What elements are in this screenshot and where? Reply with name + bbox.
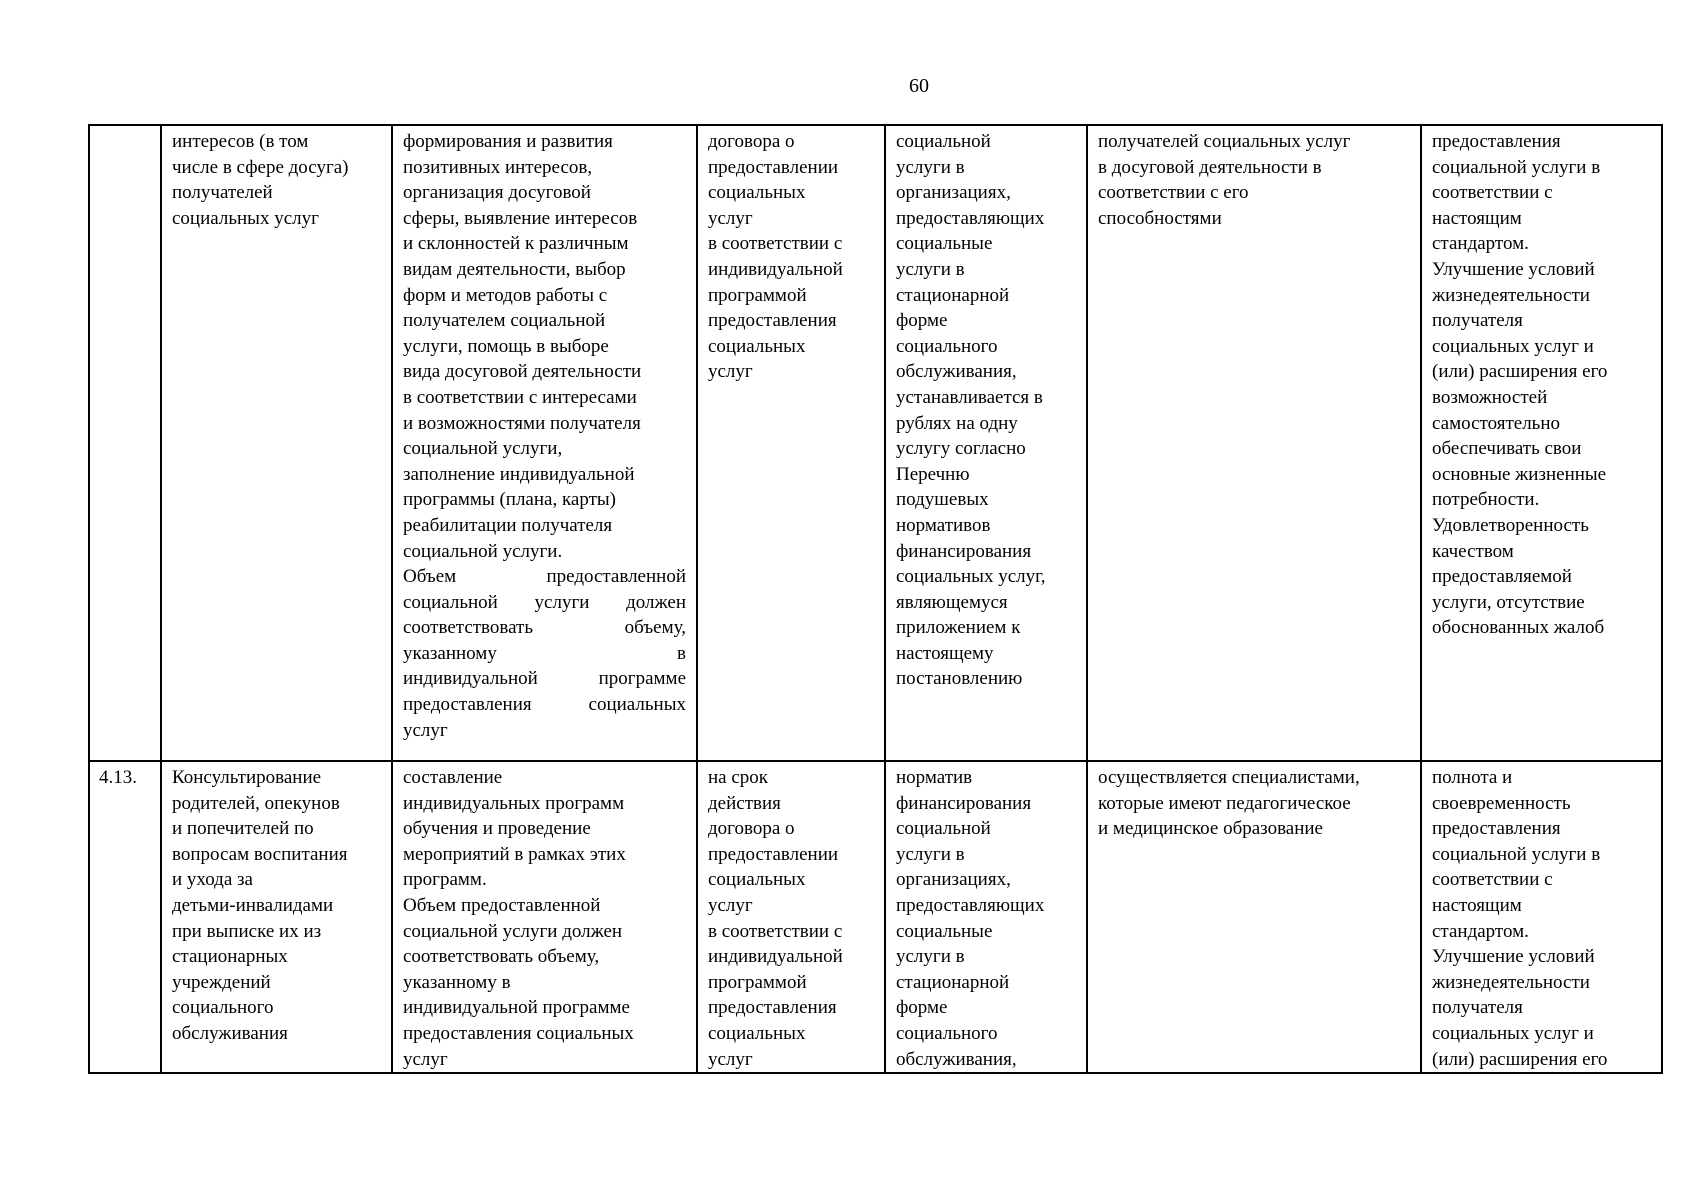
volume-line: соответствовать объему, bbox=[403, 617, 686, 639]
service-indicators-cell: предоставления социальной услуги в соответствии с настоящим стандартом. Улучшение условий жизнедеятельности получателя социальных услуг и (или) расширения его возможностей самостоятельно обеспечивать свои основные жизненные потребности. Удовлетворенность качеством предоставляемой услуги, отсутствие обоснованных жалоб bbox=[1421, 125, 1662, 761]
table-row bbox=[89, 761, 1662, 1073]
service-indicators-cell: полнота и своевременность предоставления социальной услуги в соответствии с настоящим стандартом. Улучшение условий жизнедеятельности получателя социальных услуг и (или) расширения его bbox=[1421, 761, 1662, 1073]
service-cost-cell: норматив финансирования социальной услуги в организациях, предоставляющих социальные услуги в стационарной форме социального обслуживания, bbox=[885, 761, 1087, 1073]
volume-line: Объем предоставленной bbox=[403, 566, 686, 588]
row-number-cell: 4.13. bbox=[89, 761, 161, 1073]
service-name-cell: интересов (в том числе в сфере досуга) получателей социальных услуг bbox=[161, 125, 392, 761]
volume-line: услуг bbox=[403, 719, 448, 741]
service-term-cell: на срок действия договора о предоставлении социальных услуг в соответствии с индивидуальной программой предоставления социальных услуг bbox=[697, 761, 885, 1073]
service-volume-text bbox=[403, 564, 686, 743]
row-number-cell bbox=[89, 125, 161, 761]
service-conditions-cell: получателей социальных услуг в досуговой деятельности в соответствии с его способностями bbox=[1087, 125, 1421, 761]
service-term-cell: договора о предоставлении социальных услуг в соответствии с индивидуальной программой предоставления социальных услуг bbox=[697, 125, 885, 761]
service-cost-cell: социальной услуги в организациях, предоставляющих социальные услуги в стационарной форме социального обслуживания, устанавливается в рублях на одну услугу согласно Перечню подушевых нормативов финансирования социальных услуг, являющемуся приложением к настоящему постановлению bbox=[885, 125, 1087, 761]
page-number: 60 bbox=[909, 75, 929, 97]
volume-line: социальной услуги должен bbox=[403, 591, 686, 613]
volume-line: индивидуальной программе bbox=[403, 668, 686, 690]
table-row bbox=[89, 125, 1662, 761]
service-description-cell bbox=[392, 125, 697, 761]
service-description-text: формирования и развития позитивных интересов, организация досуговой сферы, выявление интересов и склонностей к различным видам деятельности, выбор форм и методов работы с получателем социальной услуги, помощь в выборе вида досуговой деятельности в соответствии с интересами и возможностями получателя социальной услуги, заполнение индивидуальной программы (плана, карты) реабилитации получателя социальной услуги. bbox=[403, 131, 642, 562]
service-conditions-cell: осуществляется специалистами, которые имеют педагогическое и медицинское образование bbox=[1087, 761, 1421, 1073]
volume-line: предоставления социальных bbox=[403, 694, 686, 716]
volume-line: указанному в bbox=[403, 642, 686, 664]
service-description-cell: составление индивидуальных программ обучения и проведение мероприятий в рамках этих программ. Объем предоставленной социальной услуги должен соответствовать объему, указанному в индивидуальной программе предоставления социальных услуг bbox=[392, 761, 697, 1073]
service-name-cell: Консультирование родителей, опекунов и попечителей по вопросам воспитания и ухода за детьми-инвалидами при выписке их из стационарных учреждений социального обслуживания bbox=[161, 761, 392, 1073]
services-standard-table bbox=[88, 124, 1663, 1074]
